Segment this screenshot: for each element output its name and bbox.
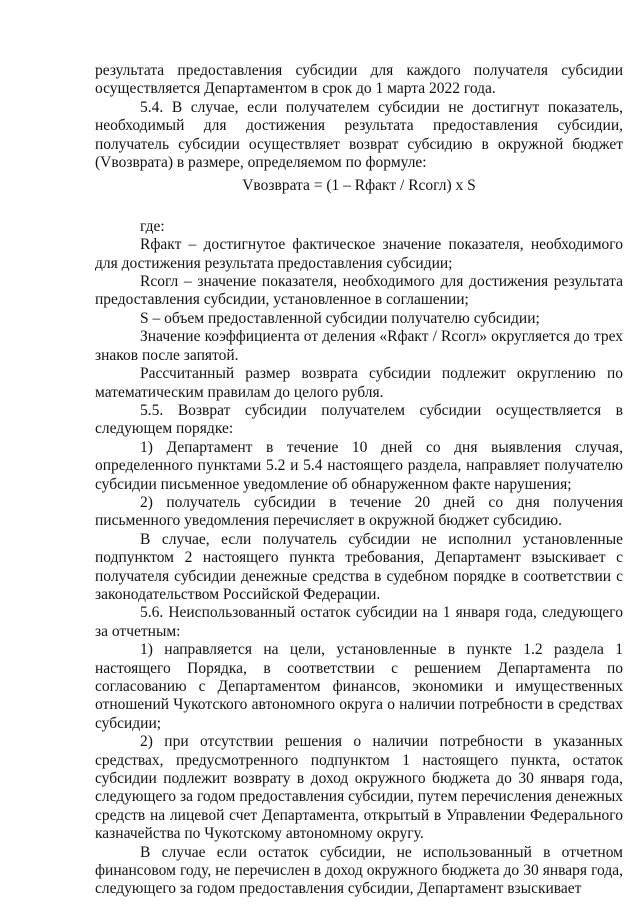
paragraph-5-5: 5.5. Возврат субсидии получателем субсидии осуществляется в следующем порядке: [95, 401, 623, 438]
list-item-5-5-1: 1) Департамент в течение 10 дней со дня выявления случая, определенного пунктами 5.2 и 5.4 настоящего раздела, направляет получателю субсидии письменное уведомление об обнаруженном факте нарушения; [95, 438, 623, 493]
formula: Vвозврата = (1 – Rфакт / Rсогл) x S [242, 177, 476, 195]
paragraph-court-recovery: В случае, если получатель субсидии не исполнил установленные подпунктом 2 настоящего пункта требования, Департамент взыскивает с получателя субсидии денежные средства в судебном порядке в соответствии с законодательством Российской Федерации. [95, 530, 623, 603]
paragraph-coefficient-rounding: Значение коэффициента от деления «Rфакт / Rсогл» округляется до трех знаков после запятой. [95, 328, 623, 364]
paragraph-5-4: 5.4. В случае, если получателем субсидии не достигнут показатель, необходимый для достижения результата предоставления субсидии, получатель субсидии осуществляет возврат субсидию в окружной бюджет (Vвозврата) в размере, определяемом по формуле: [95, 98, 623, 172]
definition-s: S – объем предоставленной субсидии получателю субсидии; [140, 309, 540, 327]
paragraph-amount-rounding: Рассчитанный размер возврата субсидии подлежит округлению по математическим правилам до целого рубля. [95, 365, 623, 401]
list-item-5-5-2: 2) получатель субсидии в течение 20 дней со дня получения письменного уведомления перечисляет в окружной бюджет субсидию. [95, 493, 623, 530]
definition-r-sogl: Rсогл – значение показателя, необходимого для достижения результата предоставления субсидии, установленное в соглашении; [95, 273, 623, 309]
definition-r-fact: Rфакт – достигнутое фактическое значение показателя, необходимого для достижения результата предоставления субсидии; [95, 236, 623, 272]
document-page [95, 62, 623, 899]
list-item-5-6-1: 1) направляется на цели, установленные в пункте 1.2 раздела 1 настоящего Порядка, в соответствии с решением Департамента по согласованию с Департаментом финансов, экономики и имущественных отношений Чукотского автономного округа о наличии потребности в средствах субсидии; [95, 641, 623, 732]
paragraph-remainder-recovery: В случае если остаток субсидии, не использованный в отчетном финансовом году, не перечислен в доход окружного бюджета до 30 января года, следующего за годом предоставления субсидии, Департамент взыскивает [95, 843, 623, 898]
formula-where-label: где: [140, 217, 165, 235]
list-item-5-6-2: 2) при отсутствии решения о наличии потребности в указанных средствах, предусмотренного подпунктом 1 настоящего пункта, остаток субсидии подлежит возврату в доход окружного бюджета до 30 января года, следующего за годом предоставления субсидии, путем перечисления денежных средств на лицевой счет Департамента, открытый в Управлении Федерального казначейства по Чукотскому автономному округу. [95, 733, 623, 843]
paragraph-5-6: 5.6. Неиспользованный остаток субсидии на 1 января года, следующего за отчетным: [95, 604, 623, 640]
paragraph-continuation: результата предоставления субсидии для каждого получателя субсидии осуществляется Департаментом в срок до 1 марта 2022 года. [95, 62, 623, 98]
